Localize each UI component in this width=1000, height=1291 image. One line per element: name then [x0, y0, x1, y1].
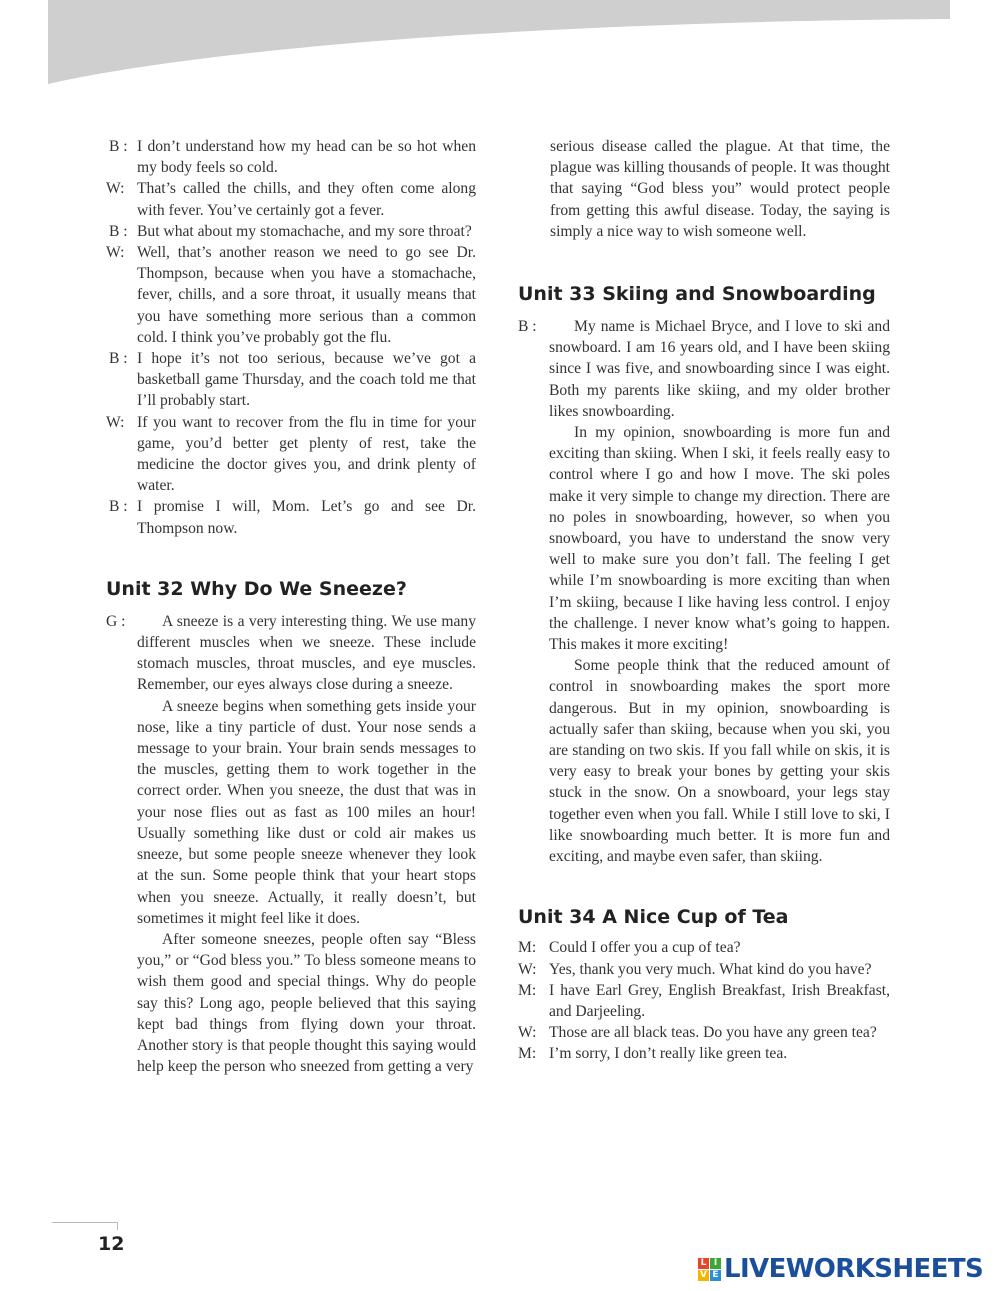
line-text: I’m sorry, I don’t really like green tea.: [549, 1045, 788, 1063]
speaker: B :: [109, 138, 128, 155]
speaker: B :: [109, 222, 128, 240]
brand-icon-letter: V: [698, 1270, 709, 1281]
dialogue-line: [106, 348, 476, 412]
paragraph: A sneeze begins when something gets inside your nose, like a tiny particle of dust. Your nose sends a message to your brain. Your brain sends messages to the muscles, getting them to work together in the correct order. When you sneeze, the dust that was in your nose flies out as fast as 100 miles an hour! Usually something like dust or cold air makes us sneeze, but some people sneeze whenever they look at the sun. Some people think that your heart stops when you sneeze. Actually, it really doesn’t, but sometimes it might feel like it does.: [137, 697, 476, 927]
speaker: M:: [518, 1045, 537, 1063]
speaker: W:: [106, 244, 125, 262]
line-text: I hope it’s not too serious, because we’ve got a basketball game Thursday, and the coach told me that I’ll probably start.: [137, 350, 476, 410]
unit-32-body: [106, 611, 476, 1077]
unit-34-title: Unit 34 A Nice Cup of Tea: [518, 906, 789, 929]
dialogue-line: [106, 221, 476, 242]
unit-33-title: Unit 33 Skiing and Snowboarding: [518, 283, 876, 306]
line-text: Could I offer you a cup of tea?: [549, 939, 741, 957]
dialogue-line: [106, 242, 476, 348]
brand-icon: [698, 1258, 721, 1281]
header-band: [0, 0, 1000, 100]
footer-tick: [117, 1222, 118, 1230]
speaker: B :: [518, 318, 537, 336]
line-text: I don’t understand how my head can be so hot when my body feels so cold.: [137, 138, 476, 177]
left-column: [106, 136, 476, 1077]
dialogue-line: [106, 412, 476, 497]
dialogue-line: [518, 959, 890, 980]
paragraph: My name is Michael Bryce, and I love to ski and snowboard. I am 16 years old, and I have been skiing since I was five, and snowboarding since I was eight. Both my parents like skiing, and my older brother likes snowboarding.: [549, 318, 890, 420]
line-text: That’s called the chills, and they often come along with fever. You’ve certainly got a fever.: [137, 180, 476, 219]
dialogue-1: [106, 136, 476, 539]
speaker: W:: [106, 180, 125, 198]
brand-icon-letter: I: [710, 1258, 721, 1269]
unit-32-title: Unit 32 Why Do We Sneeze?: [106, 577, 407, 600]
speaker: M:: [518, 939, 537, 957]
speaker: B :: [109, 498, 128, 516]
dialogue-line: [106, 136, 476, 178]
dialogue-line: [518, 937, 890, 958]
footer-rule: [52, 1222, 118, 1223]
unit-33-text: [549, 316, 890, 867]
unit-32-text: [137, 611, 476, 1077]
dialogue-line: [518, 980, 890, 1022]
line-text: I promise I will, Mom. Let’s go and see Dr. Thompson now.: [137, 498, 476, 537]
paragraph: In my opinion, snowboarding is more fun and exciting than skiing. When I ski, it feels really easy to control where I go and how I move. The ski poles make it very simple to change my direction. There are no poles in snowboarding, however, so when you snowboard, you have to understand the snow very well to make sure you don’t fall. The feeling I get while I’m snowboarding is more exciting than when I’m skiing, because I like having less control. I enjoy the challenge. I never know what’s going to happen. This makes it more exciting!: [549, 424, 890, 654]
dialogue-line: [106, 496, 476, 538]
paragraph: Some people think that the reduced amount of control in snowboarding makes the sport more dangerous. But in my opinion, snowboarding is actually safer than skiing, because when you ski, you are standing on two skis. If you fall while on skis, it is very easy to break your bones by getting your skis stuck in the snow. On a snowboard, your legs stay together even when you fall. While I still love to ski, I like snowboarding much better. It is more fun and exciting, and maybe even safer, than skiing.: [549, 657, 890, 866]
brand-icon-letter: E: [710, 1270, 721, 1281]
speaker: W:: [518, 1024, 537, 1042]
right-column: [518, 136, 890, 1065]
line-text: If you want to recover from the flu in time for your game, you’d better get plenty of rest, take the medicine the doctor gives you, and drink plenty of water.: [137, 413, 476, 495]
liveworksheets-logo[interactable]: [698, 1254, 983, 1284]
brand-icon-letter: L: [698, 1258, 709, 1269]
dialogue-line: [518, 1043, 890, 1064]
speaker: W:: [106, 413, 125, 431]
speaker: M:: [518, 981, 537, 999]
speaker: B :: [109, 350, 128, 368]
unit-33-body: [518, 316, 890, 867]
dialogue-line: [106, 178, 476, 220]
paragraph: After someone sneezes, people often say “Bless you,” or “God bless you.” To bless someone means to wish them good and special things. Why do people say this? Long ago, people believed that this saying kept bad things from flying down your throat. Another story is that people thought this saying would help keep the person who sneezed from getting a very: [137, 930, 476, 1076]
unit-32-continuation: serious disease called the plague. At that time, the plague was killing thousands of people. It was thought that saying “God bless you” would protect people from getting this awful disease. Today, the saying is simply a nice way to wish someone well.: [550, 138, 890, 240]
paragraph: A sneeze is a very interesting thing. We use many different muscles when we sneeze. These include stomach muscles, throat muscles, and eye muscles. Remember, our eyes always close during a sneeze.: [137, 612, 476, 694]
line-text: But what about my stomachache, and my sore throat?: [137, 222, 472, 240]
line-text: Yes, thank you very much. What kind do you have?: [549, 960, 872, 978]
speaker: G :: [106, 612, 126, 630]
line-text: Well, that’s another reason we need to go see Dr. Thompson, because when you have a stomachache, fever, chills, and a sore throat, it usually means that you have something more serious than a common cold. I think you’ve probably got the flu.: [137, 244, 476, 346]
line-text: Those are all black teas. Do you have any green tea?: [549, 1024, 877, 1042]
speaker: W:: [518, 960, 537, 978]
brand-name: LIVEWORKSHEETS: [724, 1254, 984, 1284]
line-text: I have Earl Grey, English Breakfast, Irish Breakfast, and Darjeeling.: [549, 981, 890, 1020]
dialogue-line: [518, 1022, 890, 1043]
page-number: 12: [98, 1233, 125, 1255]
unit-34-dialogue: [518, 937, 890, 1064]
